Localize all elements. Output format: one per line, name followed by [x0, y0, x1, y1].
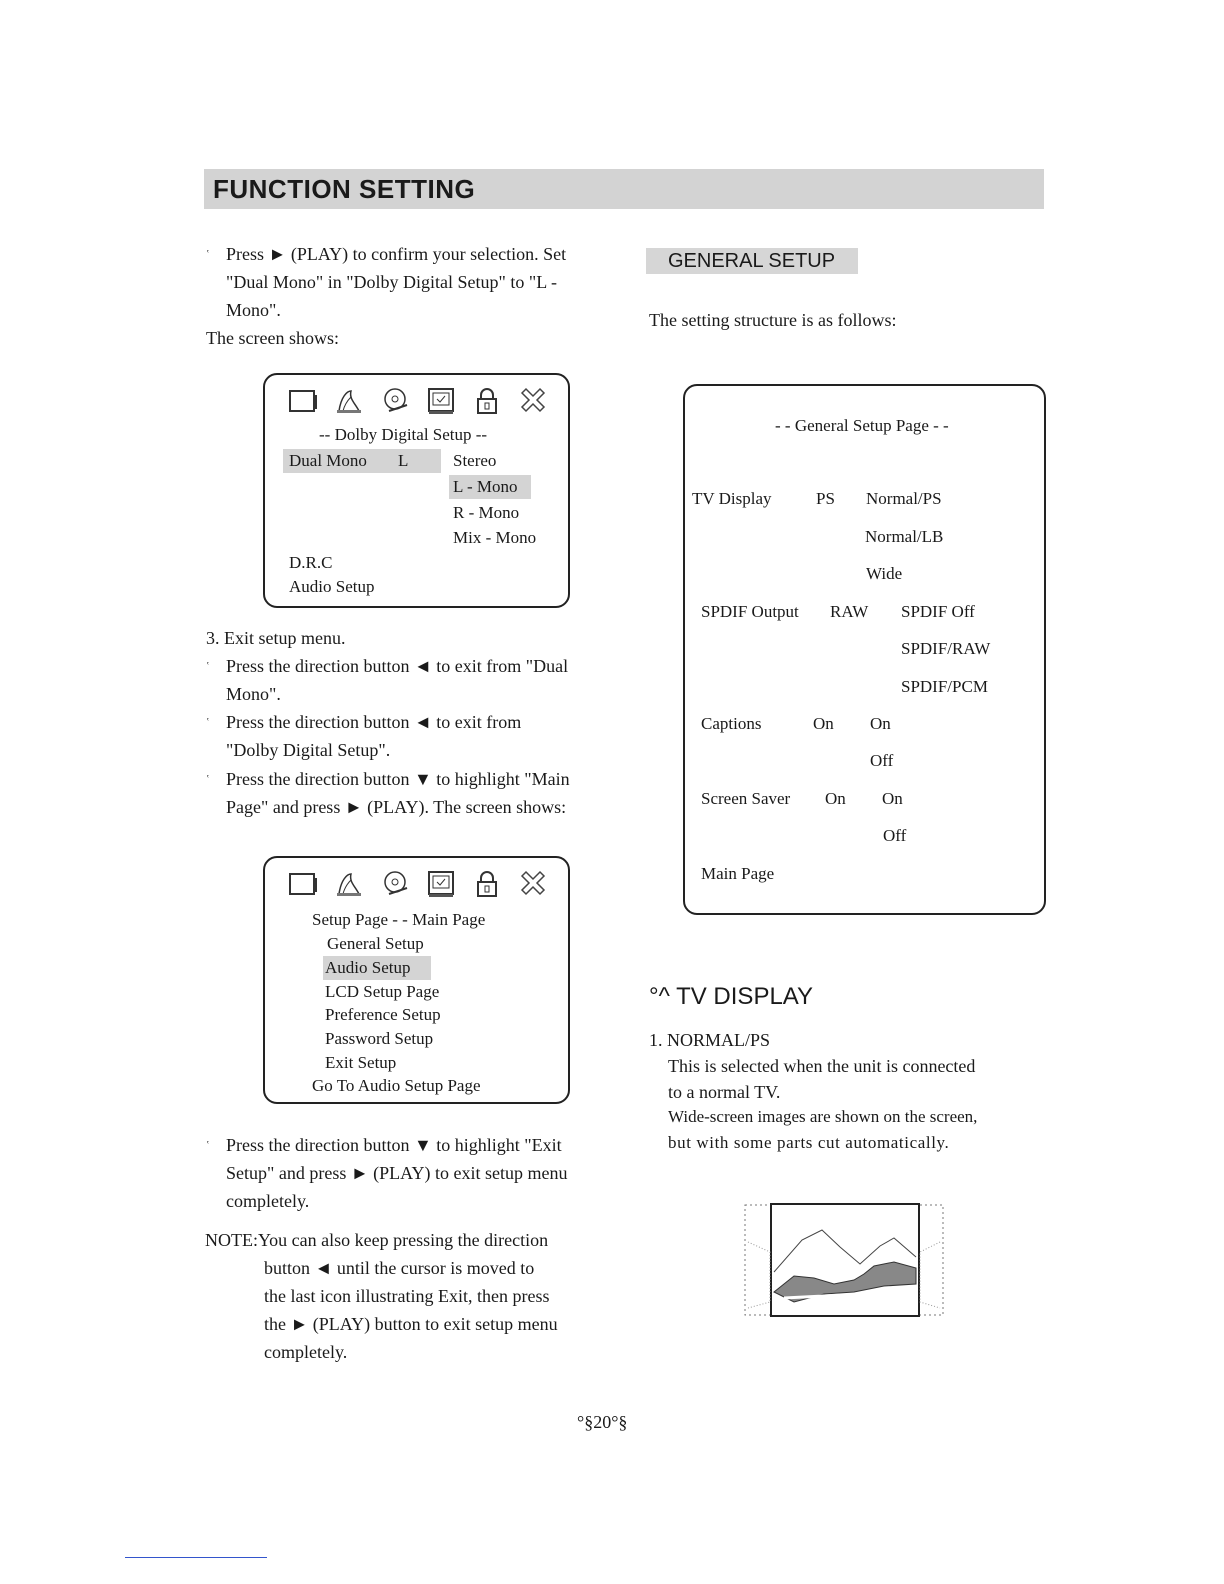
bullet-marker: ʽ	[206, 1139, 210, 1151]
normal-ps-heading: 1. NORMAL/PS	[649, 1030, 771, 1050]
tv-icon	[287, 385, 319, 417]
dolby-digital-setup-screen	[263, 373, 570, 608]
menu-option[interactable]: R - Mono	[453, 503, 520, 522]
bullet-marker: ʽ	[206, 773, 210, 785]
bullet-marker: ʽ	[206, 716, 210, 728]
normal-ps-text: This is selected when the unit is connected	[668, 1056, 976, 1076]
menu-item-lcd-setup[interactable]: LCD Setup Page	[325, 982, 440, 1001]
exit-icon	[517, 868, 549, 900]
setting-option[interactable]: Off	[870, 751, 894, 770]
note-text: completely.	[264, 1342, 348, 1362]
step-text: Press the direction button ◄ to exit from	[226, 712, 522, 732]
audio-icon	[333, 385, 365, 417]
menu-option[interactable]: Mix - Mono	[453, 528, 537, 547]
tv-icon	[287, 868, 319, 900]
dual-mono-value: L	[398, 451, 409, 470]
main-page-screen	[263, 856, 570, 1104]
note-text: the last icon illustrating Exit, then press	[264, 1286, 550, 1306]
page-title: FUNCTION SETTING	[213, 174, 476, 204]
step-text: Mono".	[226, 684, 281, 704]
disc-icon	[379, 868, 411, 900]
setting-value: On	[813, 714, 834, 733]
menu-item-audio-setup[interactable]: Audio Setup	[289, 577, 375, 596]
lock-icon	[471, 385, 503, 417]
setting-option[interactable]: SPDIF/RAW	[901, 639, 991, 658]
step-text: Press the direction button ▼ to highlight "Main	[226, 769, 570, 789]
preference-icon	[425, 868, 457, 900]
note-text: button ◄ until the cursor is moved to	[264, 1258, 535, 1278]
setting-option[interactable]: Wide	[866, 564, 903, 583]
bullet-marker: ʽ	[206, 660, 210, 672]
setting-value: PS	[816, 489, 835, 508]
exit-icon	[517, 385, 549, 417]
normal-ps-text: to a normal TV.	[668, 1082, 781, 1102]
step-text: Press the direction button ◄ to exit from "Dual	[226, 656, 569, 676]
lock-icon	[471, 868, 503, 900]
menu-item-exit-setup[interactable]: Exit Setup	[325, 1053, 397, 1072]
menu-item-password-setup[interactable]: Password Setup	[325, 1029, 434, 1048]
menu-title: -- Dolby Digital Setup --	[319, 425, 488, 444]
setting-option[interactable]: SPDIF/PCM	[901, 677, 988, 696]
note-text: the ► (PLAY) button to exit setup menu	[264, 1314, 558, 1334]
bullet-marker: ʽ	[206, 248, 210, 260]
note-text: NOTE:You can also keep pressing the direction	[205, 1230, 549, 1250]
setting-option[interactable]: On	[870, 714, 891, 733]
preference-icon	[425, 385, 457, 417]
setting-value: On	[825, 789, 846, 808]
setting-main-page[interactable]: Main Page	[701, 864, 775, 883]
pan-scan-illustration	[744, 1202, 944, 1318]
intro-line: The screen shows:	[206, 328, 339, 348]
setting-value: RAW	[830, 602, 869, 621]
general-setup-page-box	[683, 384, 1046, 915]
disc-icon	[379, 385, 411, 417]
setting-option[interactable]: Normal/LB	[865, 527, 944, 546]
exit-text: Setup" and press ► (PLAY) to exit setup menu	[226, 1163, 568, 1183]
normal-ps-text: but with some parts cut automatically.	[668, 1133, 950, 1152]
setting-captions[interactable]: Captions	[701, 714, 762, 733]
setting-option[interactable]: Normal/PS	[866, 489, 942, 508]
setting-option[interactable]: On	[882, 789, 903, 808]
menu-icons	[287, 868, 549, 900]
step-text: Page" and press ► (PLAY). The screen shows:	[226, 797, 567, 817]
bottom-rule	[125, 1557, 267, 1558]
intro-line: "Dual Mono" in "Dolby Digital Setup" to "L -	[226, 272, 558, 292]
tv-display-heading: °^ TV DISPLAY	[649, 983, 814, 1010]
menu-footer: Go To Audio Setup Page	[312, 1076, 481, 1095]
menu-item-drc[interactable]: D.R.C	[289, 553, 333, 572]
page-number: °§20°§	[577, 1412, 628, 1432]
menu-item-general-setup[interactable]: General Setup	[327, 934, 424, 953]
step-text: "Dolby Digital Setup".	[226, 740, 391, 760]
exit-text: Press the direction button ▼ to highlight "Exit	[226, 1135, 562, 1155]
audio-icon	[333, 868, 365, 900]
section-label-general-setup: GENERAL SETUP	[668, 250, 836, 272]
setting-screen-saver[interactable]: Screen Saver	[701, 789, 791, 808]
normal-ps-text: Wide-screen images are shown on the screen,	[668, 1107, 978, 1126]
menu-option[interactable]: L - Mono	[453, 477, 518, 496]
menu-icons	[287, 385, 549, 417]
setting-spdif-output[interactable]: SPDIF Output	[701, 602, 799, 621]
menu-option[interactable]: Stereo	[453, 451, 497, 470]
structure-text: The setting structure is as follows:	[649, 310, 897, 330]
exit-text: completely.	[226, 1191, 310, 1211]
setting-option[interactable]: Off	[883, 826, 907, 845]
setting-option[interactable]: SPDIF Off	[901, 602, 975, 621]
intro-line: Mono".	[226, 300, 281, 320]
menu-title: Setup Page - - Main Page	[312, 910, 486, 929]
setting-tv-display[interactable]: TV Display	[692, 489, 772, 508]
box-title: - - General Setup Page - -	[775, 416, 949, 435]
menu-item-audio-setup[interactable]: Audio Setup	[325, 958, 411, 977]
intro-line: Press ► (PLAY) to confirm your selection. Set	[226, 244, 567, 264]
menu-item-dual-mono[interactable]: Dual Mono	[289, 451, 367, 470]
menu-item-preference-setup[interactable]: Preference Setup	[325, 1005, 441, 1024]
step-heading: 3. Exit setup menu.	[206, 628, 346, 648]
